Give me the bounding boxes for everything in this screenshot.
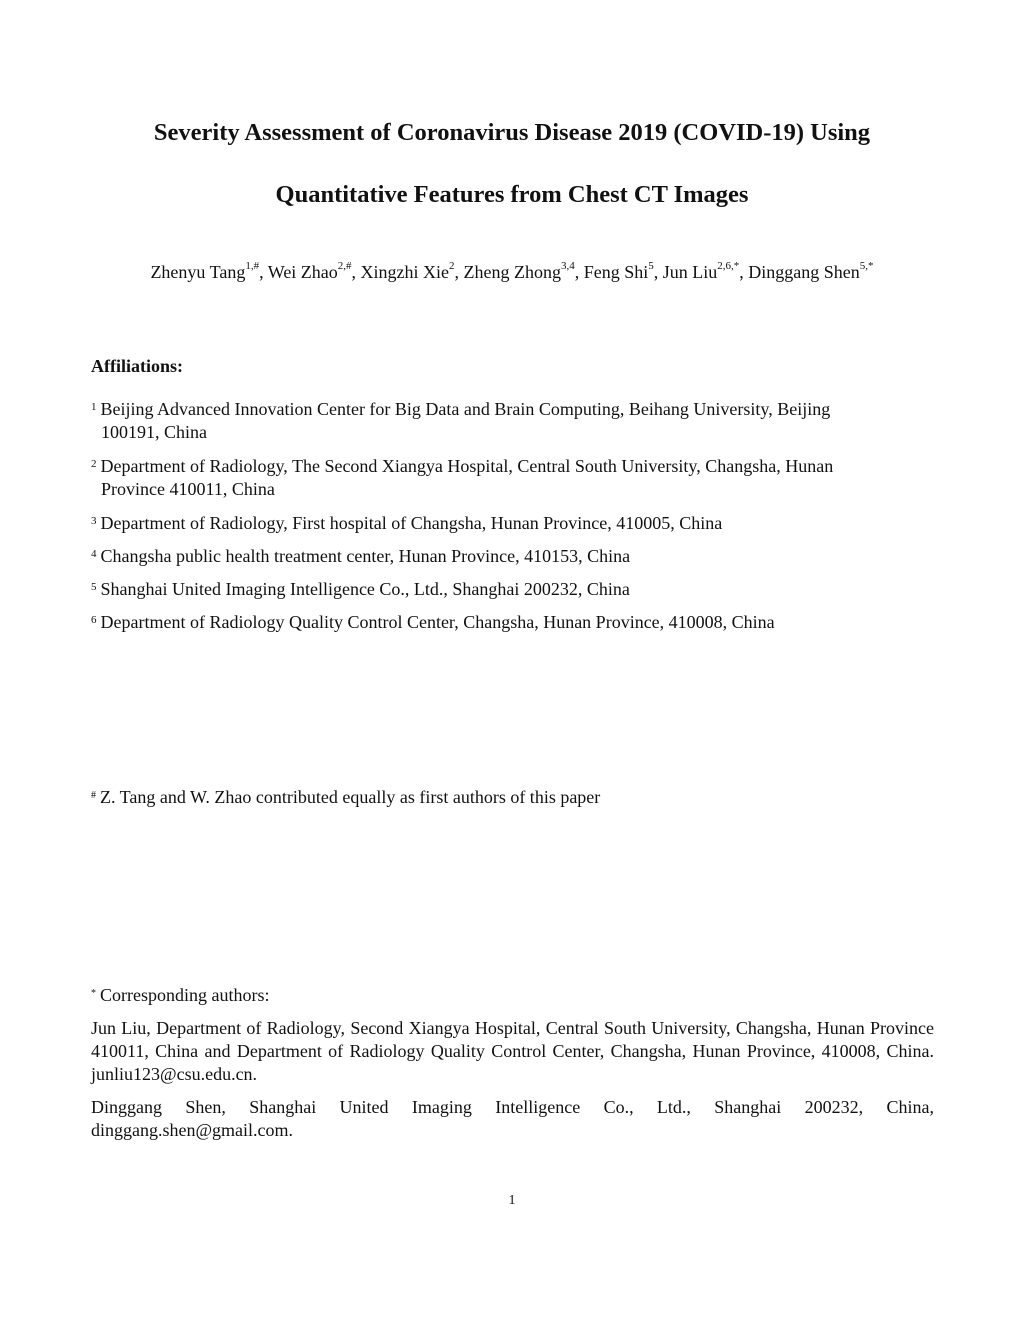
affiliation-item (91, 545, 941, 568)
corresponding-author-shen: Dinggang Shen, Shanghai United Imaging Intelligence Co., Ltd., Shanghai 200232, China, dinggang.shen@gmail.com. (91, 1097, 934, 1140)
affiliation-number: 2 (91, 458, 97, 470)
author-marks: 2,# (337, 260, 352, 272)
affiliation-item (91, 611, 941, 634)
affiliation-text-continued: Province 410011, China (101, 479, 275, 499)
author: Xingzhi Xie$^2$, (360, 260, 464, 282)
affiliation-text: Beijing Advanced Innovation Center for Big Data and Brain Computing, Beihang University, Beijing (100, 399, 831, 419)
author-list (0, 262, 1024, 284)
footnote-symbol: # (91, 790, 96, 801)
paper-title-line-1: Severity Assessment of Coronavirus Disease 2019 (COVID-19) Using (153, 119, 871, 146)
affiliation-number: 3 (91, 515, 97, 527)
affiliation-item (91, 455, 941, 501)
author-marks: 2,6,* (717, 260, 740, 272)
author-marks: 5,* (859, 260, 874, 272)
author: Zheng Zhong$^{3,4}$, (463, 260, 584, 282)
author-marks: 3,4 (561, 260, 575, 272)
affiliation-text: Shanghai United Imaging Intelligence Co., Ltd., Shanghai 200232, China (100, 579, 630, 599)
corresponding-authors-heading (91, 984, 269, 1007)
author: Wei Zhao$^{2,\#}$, (267, 260, 361, 282)
affiliations-heading: Affiliations: (91, 356, 183, 376)
affiliation-text: Department of Radiology Quality Control Center, Changsha, Hunan Province, 410008, China (100, 612, 775, 632)
affiliation-item (91, 578, 941, 601)
paper-title-line-2: Quantitative Features from Chest CT Images (275, 181, 749, 208)
author: Zhenyu Tang$^{1,\#}$, (150, 260, 268, 282)
page-number: 1 (508, 1193, 516, 1208)
affiliation-text-continued: 100191, China (101, 422, 207, 442)
affiliation-number: 5 (91, 581, 97, 593)
author-marks: 2 (449, 260, 455, 272)
affiliation-item (91, 398, 941, 444)
affiliation-number: 4 (91, 548, 97, 560)
affiliation-number: 6 (91, 614, 97, 626)
equal-contribution-note (91, 786, 600, 809)
author: Jun Liu$^{2,6,*}$, (662, 260, 749, 282)
corresponding-heading-text: Corresponding authors: (100, 985, 270, 1005)
affiliation-text: Department of Radiology, The Second Xiangya Hospital, Central South University, Changsha, Hunan (100, 456, 834, 476)
affiliation-text: Department of Radiology, First hospital of Changsha, Hunan Province, 410005, China (100, 513, 723, 533)
author-marks: 5 (648, 260, 654, 272)
author-marks: 1,# (245, 260, 260, 272)
footnote-symbol: * (91, 988, 96, 999)
equal-contribution-text: Z. Tang and W. Zhao contributed equally as first authors of this paper (100, 787, 601, 807)
author: Feng Shi$^5$, (583, 260, 663, 282)
author: Dinggang Shen$^{5,*}$ (748, 260, 874, 282)
affiliation-item (91, 512, 941, 535)
corresponding-author-liu: Jun Liu, Department of Radiology, Second Xiangya Hospital, Central South University, Changsha, Hunan Province 410011, China and Department of Radiology Quality Control Center, Changsha, Hunan Province, 410008, China. junliu123@csu.edu.cn. (91, 1018, 934, 1084)
affiliation-number: 1 (91, 401, 97, 413)
affiliation-text: Changsha public health treatment center, Hunan Province, 410153, China (100, 546, 631, 566)
